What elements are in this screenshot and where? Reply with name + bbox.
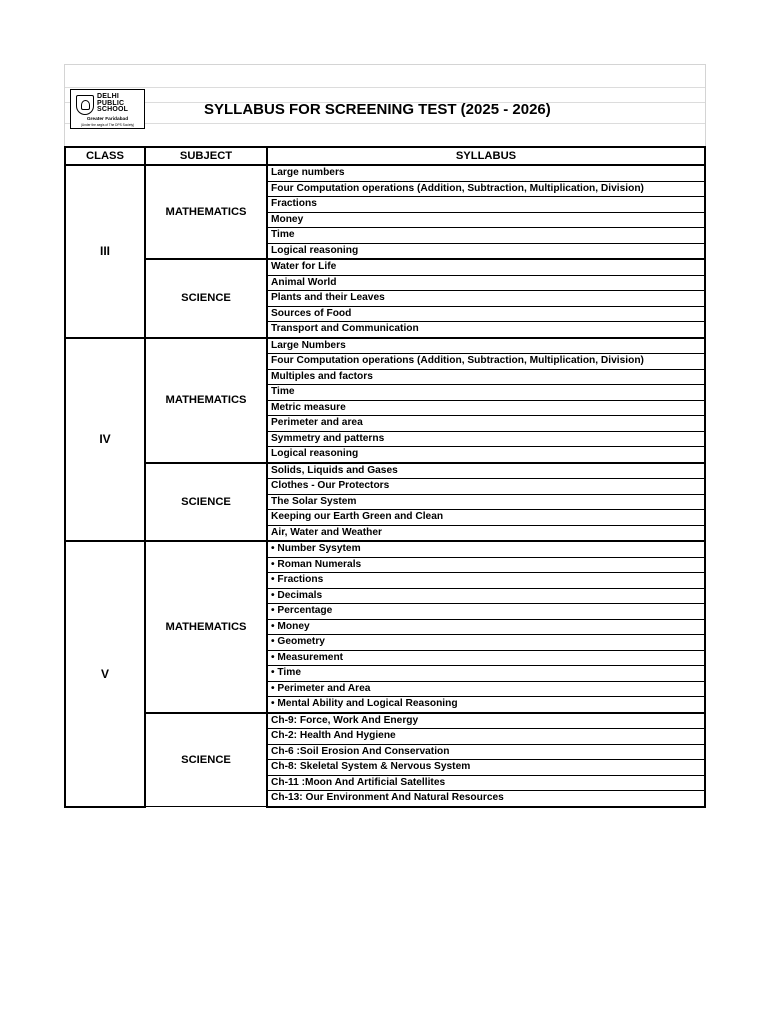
table-row (65, 713, 705, 729)
syllabus-topic: • Mental Ability and Logical Reasoning (267, 697, 705, 713)
syllabus-topic: Air, Water and Weather (267, 525, 705, 541)
syllabus-topic: Plants and their Leaves (267, 291, 705, 307)
syllabus-topic: Money (267, 212, 705, 228)
syllabus-topic: • Roman Numerals (267, 557, 705, 573)
syllabus-topic: • Perimeter and Area (267, 681, 705, 697)
column-header-syllabus: SYLLABUS (267, 147, 705, 165)
syllabus-topic: Ch-11 :Moon And Artificial Satellites (267, 775, 705, 791)
subject-cell: SCIENCE (145, 713, 267, 807)
school-logo (70, 89, 145, 129)
syllabus-topic: Large numbers (267, 165, 705, 181)
syllabus-topic: Solids, Liquids and Gases (267, 463, 705, 479)
syllabus-topic: • Percentage (267, 604, 705, 620)
syllabus-topic: Symmetry and patterns (267, 431, 705, 447)
table-row (65, 338, 705, 354)
table-header-row (65, 147, 705, 165)
syllabus-topic: • Geometry (267, 635, 705, 651)
grid-line (65, 123, 705, 124)
syllabus-topic: Ch-8: Skeletal System & Nervous System (267, 760, 705, 776)
syllabus-topic: Keeping our Earth Green and Clean (267, 510, 705, 526)
syllabus-topic: Logical reasoning (267, 243, 705, 259)
syllabus-topic: Fractions (267, 197, 705, 213)
table-row (65, 541, 705, 557)
syllabus-topic: Water for Life (267, 259, 705, 275)
syllabus-topic: • Decimals (267, 588, 705, 604)
subject-cell: SCIENCE (145, 259, 267, 338)
syllabus-topic: Ch-13: Our Environment And Natural Resources (267, 791, 705, 807)
syllabus-topic: Animal World (267, 275, 705, 291)
syllabus-topic: Time (267, 228, 705, 244)
school-name-line: SCHOOL (97, 106, 129, 113)
syllabus-topic: Sources of Food (267, 306, 705, 322)
syllabus-topic: • Fractions (267, 573, 705, 589)
table-row (65, 463, 705, 479)
class-cell: V (65, 541, 145, 807)
syllabus-topic: Metric measure (267, 400, 705, 416)
syllabus-topic: Clothes - Our Protectors (267, 479, 705, 495)
school-location: Greater Faridabad (86, 117, 129, 122)
grid-line (65, 87, 705, 88)
page-title: SYLLABUS FOR SCREENING TEST (2025 - 2026) (204, 101, 551, 118)
subject-cell: MATHEMATICS (145, 165, 267, 259)
syllabus-topic: Ch-9: Force, Work And Energy (267, 713, 705, 729)
subject-cell: MATHEMATICS (145, 541, 267, 713)
syllabus-topic: Logical reasoning (267, 447, 705, 463)
sheet-header-area (64, 64, 706, 146)
school-name (97, 94, 128, 114)
subject-cell: MATHEMATICS (145, 338, 267, 463)
subject-cell: SCIENCE (145, 463, 267, 542)
table-row (65, 165, 705, 181)
syllabus-topic: Ch-6 :Soil Erosion And Conservation (267, 744, 705, 760)
column-header-class: CLASS (65, 147, 145, 165)
syllabus-topic: Perimeter and area (267, 416, 705, 432)
school-name-line: DELHI (97, 93, 119, 100)
syllabus-topic: Large Numbers (267, 338, 705, 354)
school-aegis: (Under the aegis of The DPS Society) (80, 123, 135, 127)
syllabus-topic: • Money (267, 619, 705, 635)
school-crest-icon (76, 95, 94, 115)
school-name-line: PUBLIC (97, 99, 125, 107)
syllabus-topic: Ch-2: Health And Hygiene (267, 729, 705, 745)
class-cell: IV (65, 338, 145, 542)
syllabus-topic: Four Computation operations (Addition, Subtraction, Multiplication, Division) (267, 354, 705, 370)
syllabus-topic: Four Computation operations (Addition, Subtraction, Multiplication, Division) (267, 181, 705, 197)
document-header (65, 65, 705, 146)
class-cell: III (65, 165, 145, 338)
syllabus-topic: • Measurement (267, 650, 705, 666)
syllabus-topic: Time (267, 385, 705, 401)
syllabus-topic: Transport and Communication (267, 322, 705, 338)
syllabus-topic: • Time (267, 666, 705, 682)
column-header-subject: SUBJECT (145, 147, 267, 165)
table-row (65, 259, 705, 275)
syllabus-body (65, 165, 705, 807)
syllabus-table (64, 146, 706, 808)
syllabus-topic: • Number Sysytem (267, 541, 705, 557)
syllabus-topic: The Solar System (267, 494, 705, 510)
syllabus-topic: Multiples and factors (267, 369, 705, 385)
